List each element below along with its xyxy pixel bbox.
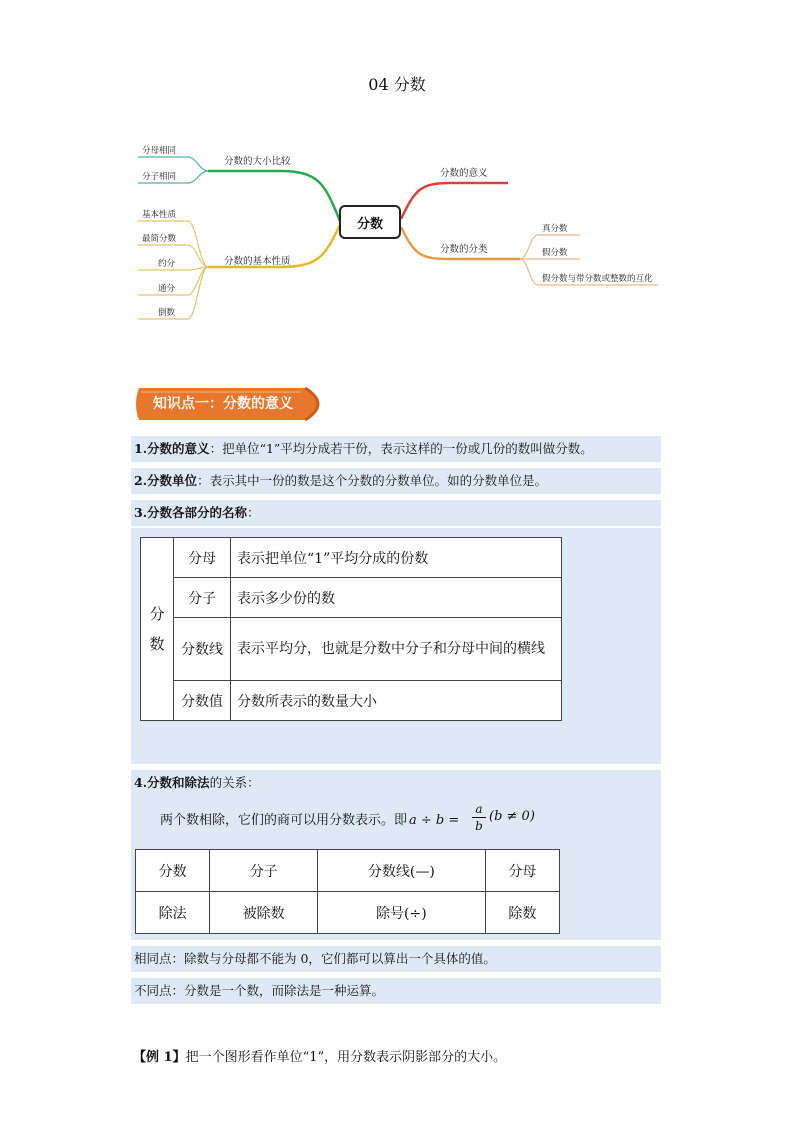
table-row [136,892,560,934]
leaf-common-denominator: 通分 [158,284,176,294]
table-cell-desc: 分数所表示的数量大小 [231,681,562,721]
branch-meaning: 分数的意义 [440,168,488,179]
same-point: 相同点：除数与分母都不能为 0，它们都可以算出一个具体的值。 [131,946,661,972]
table-cell-desc: 表示平均分，也就是分数中分子和分母中间的横线 [231,618,562,681]
fraction-denominator: b [475,819,483,833]
table-cell-name: 分数线 [174,618,231,681]
diff-point: 不同点：分数是一个数，而除法是一种运算。 [131,978,661,1004]
table-cell: 分子 [210,850,318,892]
leaf-same-numerator: 分子相同 [142,172,177,182]
table-cell: 分数线(—) [318,850,486,892]
example-1 [133,1046,506,1065]
table-row [141,578,562,618]
point-1-body: ：把单位“1”平均分成若干份，表示这样的一份或几份的数叫做分数。 [209,441,593,456]
side-label-text: 分数 [149,605,165,653]
point-4 [131,770,661,796]
table-cell-name: 分数值 [174,681,231,721]
point-2 [131,468,661,494]
table-cell-name: 分子 [174,578,231,618]
division-formula [160,809,459,828]
table-cell: 被除数 [210,892,318,934]
point-1-head: 1.分数的意义 [134,441,210,456]
point-2-head: 2.分数单位 [134,473,198,488]
example-text: 把一个图形看作单位“1”，用分数表示阴影部分的大小。 [185,1050,507,1065]
point-3-head: 3.分数各部分的名称 [134,505,248,520]
branch-classification: 分数的分类 [440,244,488,255]
fraction-numerator: a [475,802,483,816]
point-2-body: ：表示其中一份的数是这个分数的分数单位。如的分数单位是。 [197,473,548,488]
example-tag: 【例 1】 [133,1050,186,1065]
leaf-mixed-conversion: 假分数与带分数或整数的互化 [542,274,653,284]
leaf-improper-fraction: 假分数 [542,248,568,258]
table-cell: 除法 [136,892,210,934]
leaf-simplest-fraction: 最简分数 [142,234,177,244]
point-4-head: 4.分数和除法 [134,775,210,790]
banner-title: 知识点一：分数的意义 [153,396,293,412]
formula-condition: (b ≠ 0) [489,809,535,824]
table-cell: 分数 [136,850,210,892]
table-cell: 除数 [485,892,559,934]
leaf-proper-fraction: 真分数 [542,224,568,234]
page-title: 04 分数 [368,75,426,94]
leaf-reciprocal: 倒数 [158,308,176,318]
table-cell-desc: 表示把单位“1”平均分成的份数 [231,538,562,578]
point-3 [131,500,661,526]
table-cell-name: 分母 [174,538,231,578]
leaf-basic-property: 基本性质 [142,210,177,220]
section-banner [133,386,333,422]
point-1 [131,436,661,462]
leaf-reduce: 约分 [158,259,176,269]
fraction-line [472,817,486,818]
table-side-label [141,538,174,721]
table-row [141,681,562,721]
formula-text: 两个数相除，它们的商可以用分数表示。即 [160,813,408,828]
table-cell: 分母 [485,850,559,892]
branch-basic-property: 分数的基本性质 [224,256,291,267]
table-row [136,850,560,892]
formula-fraction [472,802,486,833]
leaf-same-denominator: 分母相同 [142,146,177,156]
table-cell-desc: 表示多少份的数 [231,578,562,618]
mind-map-center: 分数 [339,205,401,239]
branch-size-compare: 分数的大小比较 [224,156,291,167]
point-4-body: 的关系： [209,775,260,790]
fraction-parts-table [140,537,562,721]
fraction-division-table [135,849,560,934]
point-3-body: ： [247,505,260,520]
table-row [141,618,562,681]
mind-map [130,135,670,335]
table-cell: 除号(÷) [318,892,486,934]
table-row [141,538,562,578]
formula-expr: a ÷ b = [409,813,460,828]
